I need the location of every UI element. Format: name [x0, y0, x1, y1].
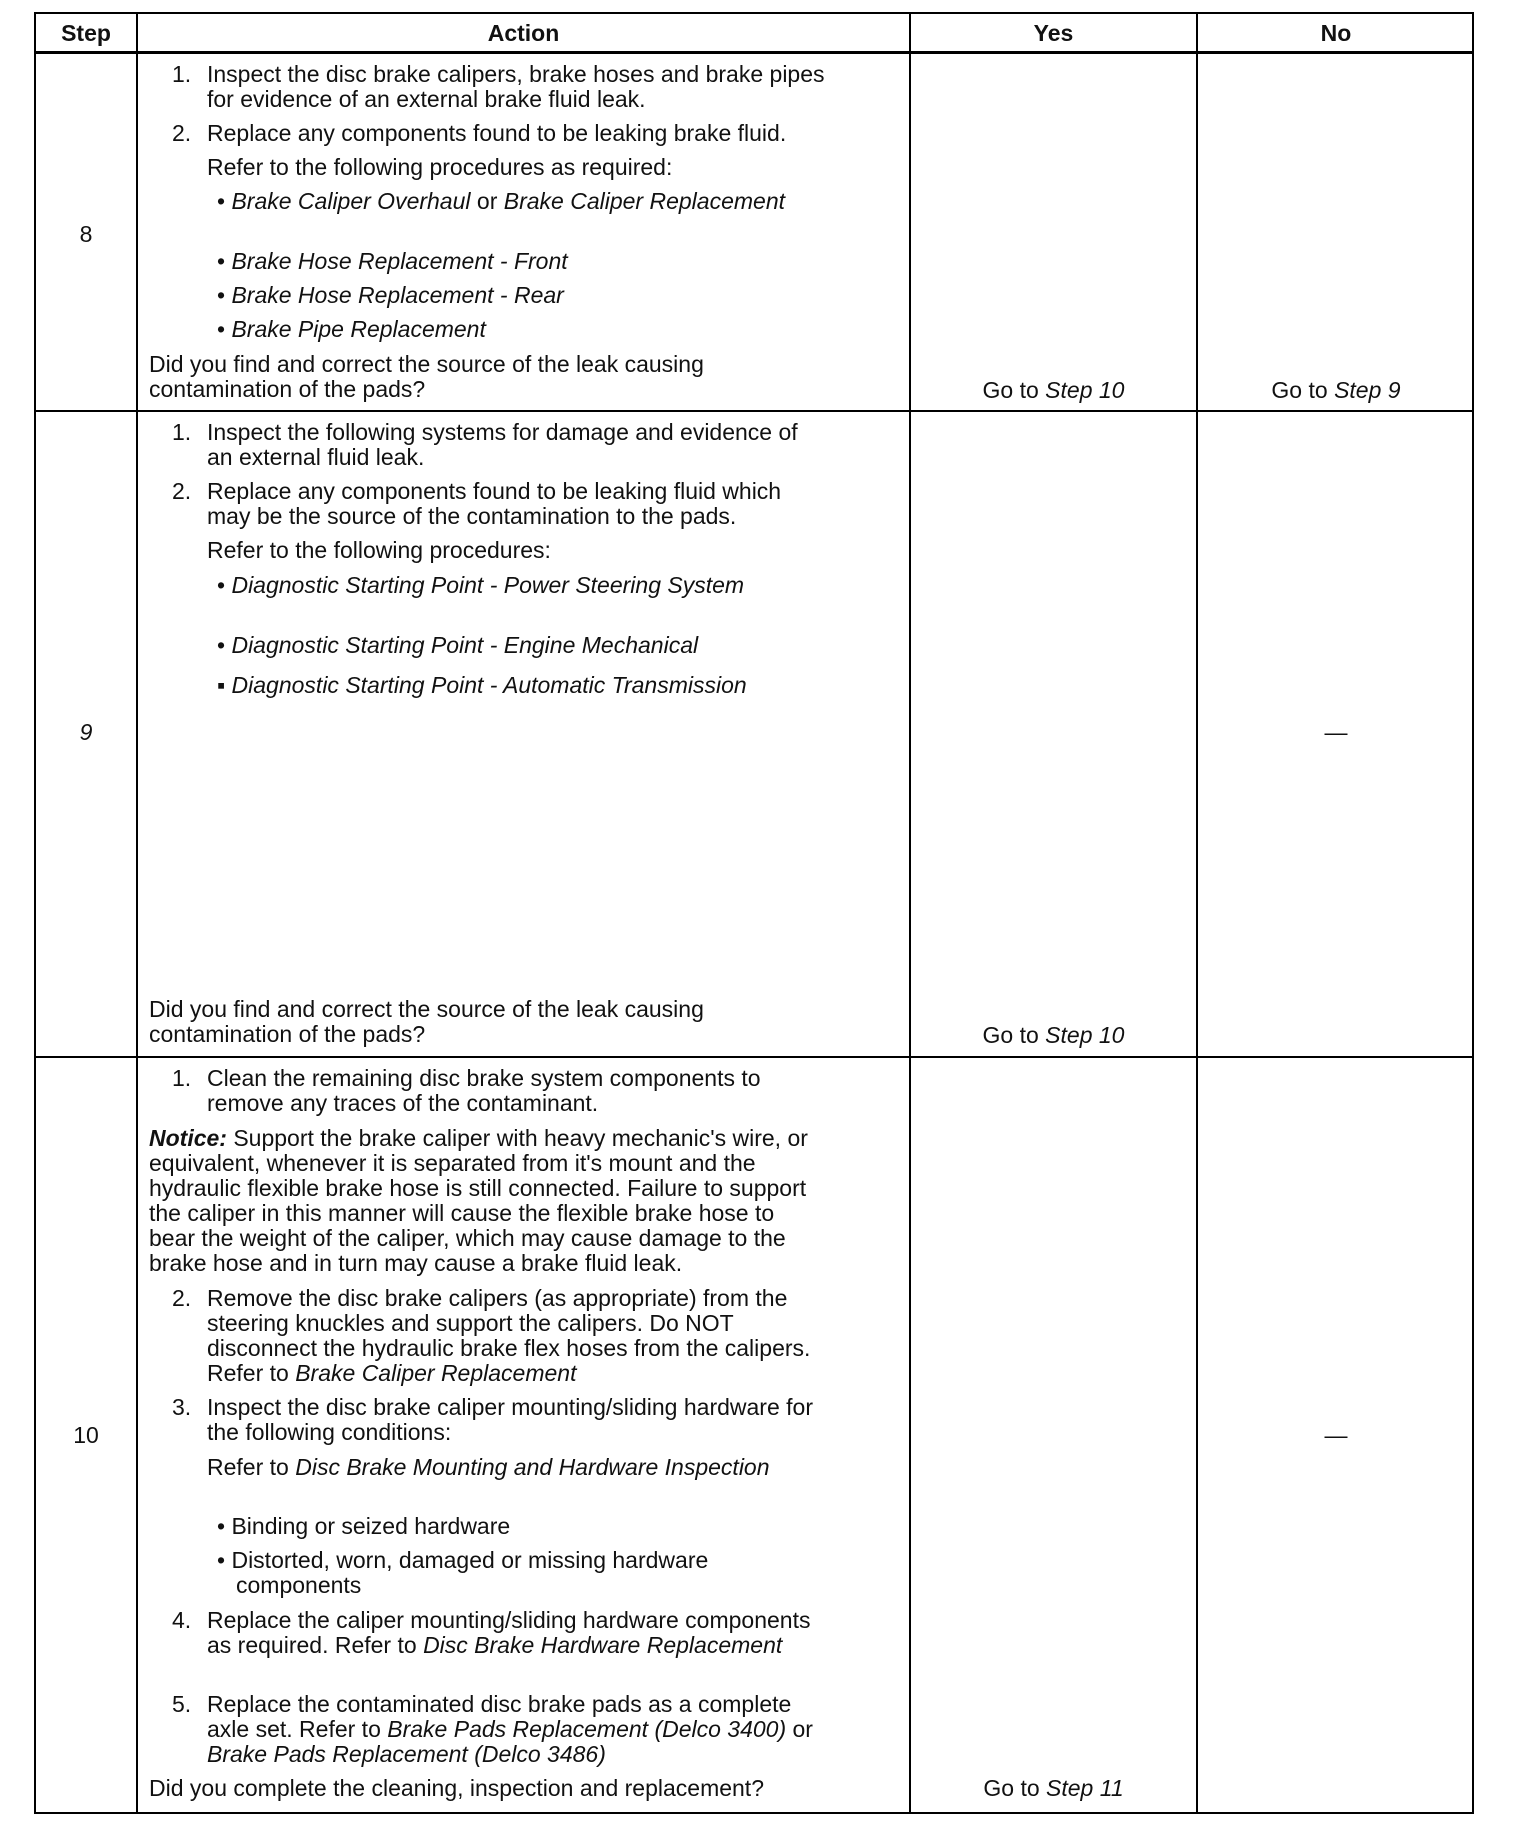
step-link[interactable]: Step 9 [1334, 377, 1401, 403]
no-answer: — [1324, 1422, 1348, 1448]
procedure-link[interactable]: Brake Pipe Replacement [231, 316, 486, 342]
notice-line: hydraulic flexible brake hose is still connected. Failure to support [149, 1175, 807, 1201]
procedure-link[interactable]: Diagnostic Starting Point - Engine Mechanical [231, 632, 699, 658]
yes-answer: Go to Step 11 [983, 1775, 1124, 1801]
no-answer: Go to Step 9 [1271, 377, 1401, 403]
column-divider [136, 14, 138, 1812]
or-text: or [470, 188, 504, 214]
item-number: 5. [172, 1691, 192, 1717]
bullet-item [217, 633, 698, 658]
action-text: as required. Refer to Disc Brake Hardware Replacement [207, 1632, 783, 1658]
question-text: Did you find and correct the source of the leak causing [149, 996, 704, 1022]
action-text: remove any traces of the contaminant. [207, 1090, 599, 1116]
question-text: Did you complete the cleaning, inspection and replacement? [149, 1775, 764, 1801]
bullet-item [217, 283, 564, 308]
refer-text: Refer to the following procedures as required: [207, 154, 673, 180]
header-step: Step [61, 20, 111, 46]
action-text: Clean the remaining disc brake system components to [207, 1065, 761, 1091]
refer-text: Refer to the following procedures: [207, 537, 551, 563]
step-number: 10 [73, 1422, 99, 1448]
item-number: 1. [172, 1065, 192, 1091]
step-number: 8 [79, 221, 93, 247]
item-number: 2. [172, 478, 192, 504]
item-number: 4. [172, 1607, 192, 1633]
question-text: contamination of the pads? [149, 1021, 426, 1047]
action-text: may be the source of the contamination to the pads. [207, 503, 737, 529]
header-no: No [1320, 20, 1352, 46]
item-number: 2. [172, 120, 192, 146]
diagnostic-table [34, 12, 1474, 1814]
action-text: Replace the caliper mounting/sliding hardware components [207, 1607, 811, 1633]
question-text: contamination of the pads? [149, 376, 426, 402]
header-action: Action [487, 20, 560, 46]
bullet-item: • Distorted, worn, damaged or missing hardware [217, 1547, 709, 1573]
step-link[interactable]: Step 11 [1046, 1775, 1124, 1801]
step-number: 9 [79, 719, 93, 745]
action-text: Replace any components found to be leaking brake fluid. [207, 120, 787, 146]
notice-line: Notice: Support the brake caliper with heavy mechanic's wire, or [149, 1125, 808, 1151]
question-text: Did you find and correct the source of the leak causing [149, 351, 704, 377]
bullet-icon: • [217, 248, 226, 274]
bullet-icon: • [217, 1513, 226, 1539]
action-text: the following conditions: [207, 1419, 452, 1445]
action-text: Inspect the following systems for damage and evidence of [207, 419, 798, 445]
procedure-link[interactable]: Diagnostic Starting Point - Automatic Transmission [231, 672, 747, 698]
refer-text: Refer to Brake Caliper Replacement [207, 1360, 577, 1386]
procedure-link[interactable]: Brake Hose Replacement - Front [231, 248, 568, 274]
item-number: 1. [172, 419, 192, 445]
bullet-item [217, 249, 568, 274]
header-yes: Yes [1033, 20, 1074, 46]
bullet-item [217, 573, 744, 598]
column-divider [909, 14, 911, 1812]
row-divider [36, 410, 1472, 412]
step-link[interactable]: Step 10 [1045, 377, 1125, 403]
step-link[interactable]: Step 10 [1045, 1022, 1125, 1048]
action-text: Replace the contaminated disc brake pads as a complete [207, 1691, 792, 1717]
bullet-icon: • [217, 188, 226, 214]
bullet-icon: • [217, 316, 226, 342]
action-text: disconnect the hydraulic brake flex hoses from the calipers. [207, 1335, 811, 1361]
refer-text: Refer to Disc Brake Mounting and Hardware Inspection [207, 1454, 770, 1480]
procedure-link[interactable]: Disc Brake Hardware Replacement [423, 1632, 783, 1658]
item-number: 3. [172, 1394, 192, 1420]
bullet-item [217, 189, 785, 214]
notice-label: Notice: [149, 1125, 227, 1151]
bullet-icon: • [217, 1547, 226, 1573]
bullet-icon: • [217, 632, 226, 658]
row-divider [36, 1056, 1472, 1058]
action-text: Inspect the disc brake calipers, brake hoses and brake pipes [207, 61, 825, 87]
notice-line: equivalent, whenever it is separated from it's mount and the [149, 1150, 756, 1176]
bullet-icon: ▪ [217, 672, 226, 698]
action-text: an external fluid leak. [207, 444, 425, 470]
item-number: 2. [172, 1285, 192, 1311]
bullet-item [217, 673, 747, 698]
bullet-item: • Binding or seized hardware [217, 1513, 511, 1539]
procedure-link[interactable]: Disc Brake Mounting and Hardware Inspection [295, 1454, 770, 1480]
action-text: for evidence of an external brake fluid leak. [207, 86, 646, 112]
bullet-icon: • [217, 572, 226, 598]
action-text: Replace any components found to be leaking fluid which [207, 478, 782, 504]
procedure-link[interactable]: Diagnostic Starting Point - Power Steering System [231, 572, 745, 598]
yes-answer: Go to Step 10 [982, 377, 1125, 403]
no-answer: — [1324, 719, 1348, 745]
bullet-item [217, 317, 486, 342]
yes-answer: Go to Step 10 [982, 1022, 1125, 1048]
action-text: Remove the disc brake calipers (as appropriate) from the [207, 1285, 788, 1311]
procedure-link[interactable]: Brake Pads Replacement (Delco 3400) [387, 1716, 787, 1742]
procedure-link[interactable]: Brake Pads Replacement (Delco 3486) [207, 1741, 606, 1767]
action-text: axle set. Refer to Brake Pads Replacement (Delco 3400) or [207, 1716, 813, 1742]
item-number: 1. [172, 61, 192, 87]
column-divider [1196, 14, 1198, 1812]
bullet-item-continuation: components [236, 1572, 362, 1598]
procedure-link[interactable]: Brake Hose Replacement - Rear [231, 282, 564, 308]
bullet-icon: • [217, 282, 226, 308]
action-text: steering knuckles and support the calipers. Do NOT [207, 1310, 734, 1336]
notice-line: bear the weight of the caliper, which may cause damage to the [149, 1225, 786, 1251]
notice-line: brake hose and in turn may cause a brake fluid leak. [149, 1250, 683, 1276]
notice-line: the caliper in this manner will cause the flexible brake hose to [149, 1200, 775, 1226]
procedure-link[interactable]: Brake Caliper Replacement [295, 1360, 577, 1386]
procedure-link[interactable]: Brake Caliper Replacement [503, 188, 785, 214]
action-text: Inspect the disc brake caliper mounting/sliding hardware for [207, 1394, 813, 1420]
procedure-link[interactable]: Brake Caliper Overhaul [231, 188, 471, 214]
